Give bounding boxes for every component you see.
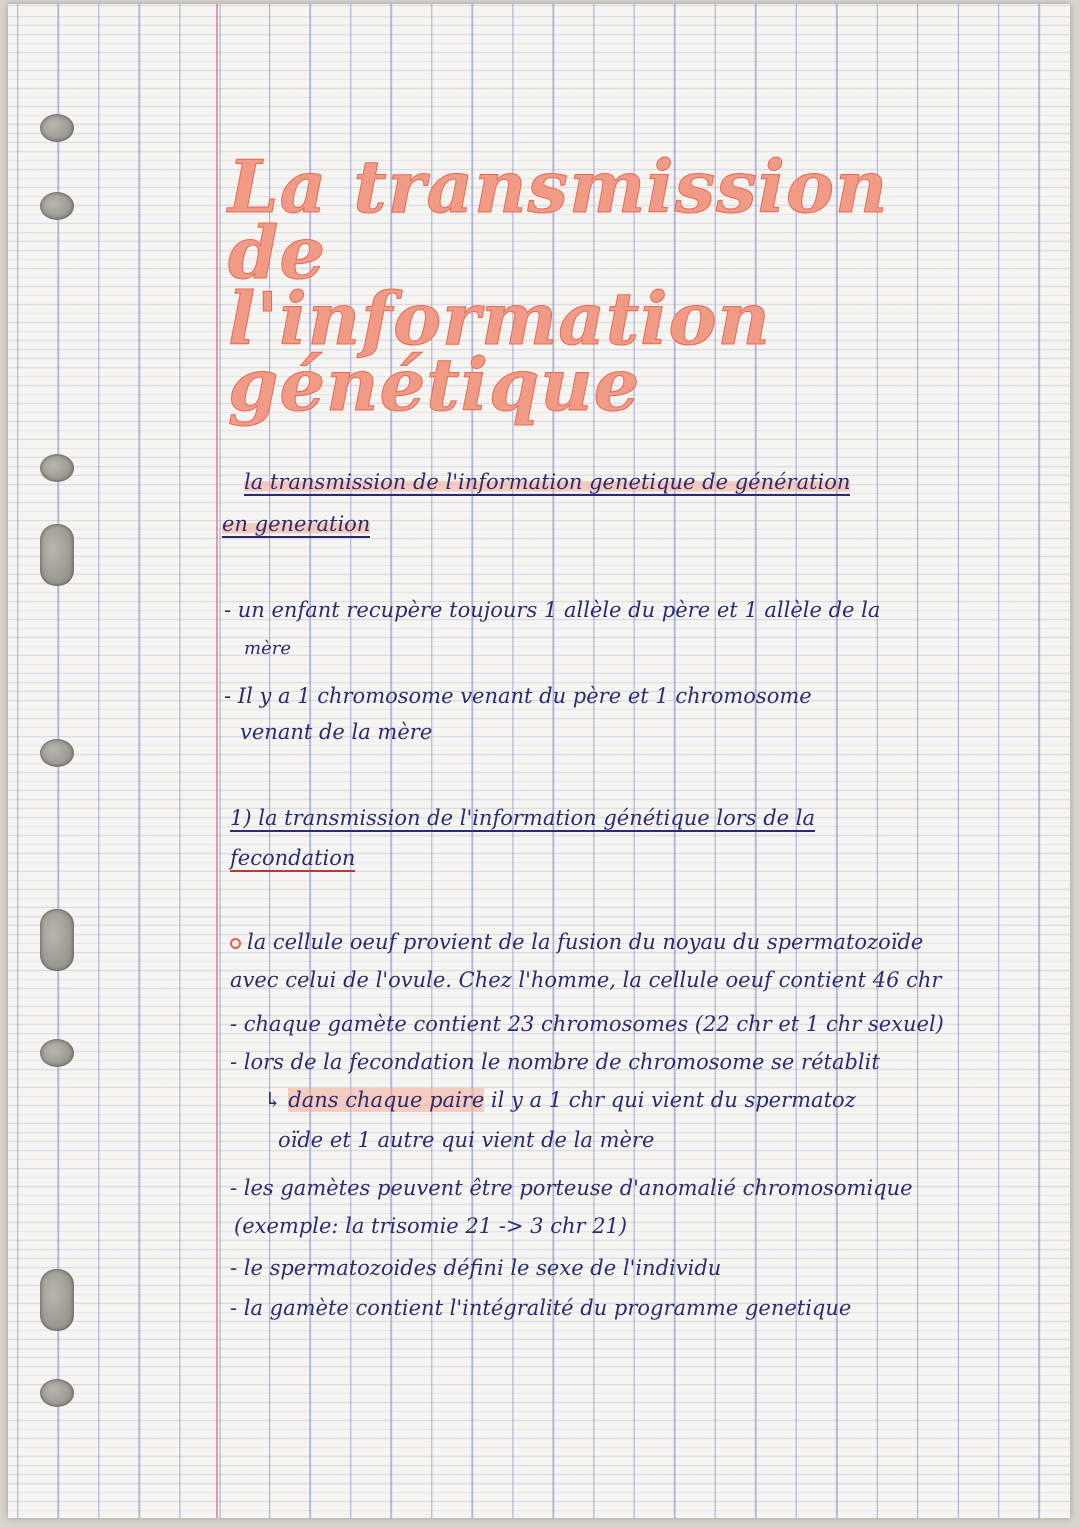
binder-hole [40, 1379, 74, 1407]
arrow-icon: ↳ [264, 1088, 289, 1112]
intro-item-1: - un enfant recupère toujours 1 allèle du père et 1 allèle de la [224, 598, 881, 622]
binder-holes [40, 4, 90, 1518]
binder-hole [40, 1269, 74, 1331]
body-paragraph-line-1: la cellule oeuf provient de la fusion du noyau du spermatozoïde [230, 930, 923, 954]
body-paragraph-line-2: avec celui de l'ovule. Chez l'homme, la cellule oeuf contient 46 chr [230, 968, 942, 992]
bullet-icon [230, 938, 241, 949]
binder-hole [40, 192, 74, 220]
section-1-title: 1) la transmission de l'information génétique lors de la [230, 806, 816, 830]
title-line-3: génétique [228, 342, 641, 427]
notebook-page [8, 4, 1070, 1518]
body-sub-bullet-cont: oïde et 1 autre qui vient de la mère [278, 1128, 655, 1152]
body-bullet-3: - les gamètes peuvent être porteuse d'anomalié chromosomique [230, 1176, 913, 1200]
body-bullet-4: - le spermatozoides défini le sexe de l'individu [230, 1256, 722, 1280]
intro-item-2-cont: venant de la mère [240, 720, 433, 744]
body-bullet-5: - la gamète contient l'intégralité du programme genetique [230, 1296, 852, 1320]
page-title [228, 144, 988, 427]
intro-item-1-cont: mère [244, 638, 291, 659]
body-bullet-3-cont: (exemple: la trisomie 21 -> 3 chr 21) [234, 1214, 628, 1238]
body-bullet-1: - chaque gamète contient 23 chromosomes (22 chr et 1 chr sexuel) [230, 1012, 944, 1036]
binder-hole [40, 454, 74, 482]
margin-line [216, 4, 218, 1518]
binder-hole [40, 909, 74, 971]
section-1-title-cont: fecondation [230, 846, 356, 870]
section-heading-line-2: en generation [222, 512, 371, 536]
binder-hole [40, 739, 74, 767]
title-line-1: La transmission de [228, 144, 889, 295]
title-line-2: l'information [228, 276, 771, 361]
body-bullet-2: - lors de la fecondation le nombre de chromosome se rétablit [230, 1050, 880, 1074]
body-sub-bullet: ↳ dans chaque paire il y a 1 chr qui vient du spermatoz [264, 1088, 856, 1112]
binder-hole [40, 524, 74, 586]
section-heading-line-1: la transmission de l'information genetique de génération [244, 470, 851, 494]
binder-hole [40, 1039, 74, 1067]
binder-hole [40, 114, 74, 142]
intro-item-2: - Il y a 1 chromosome venant du père et 1 chromosome [224, 684, 812, 708]
